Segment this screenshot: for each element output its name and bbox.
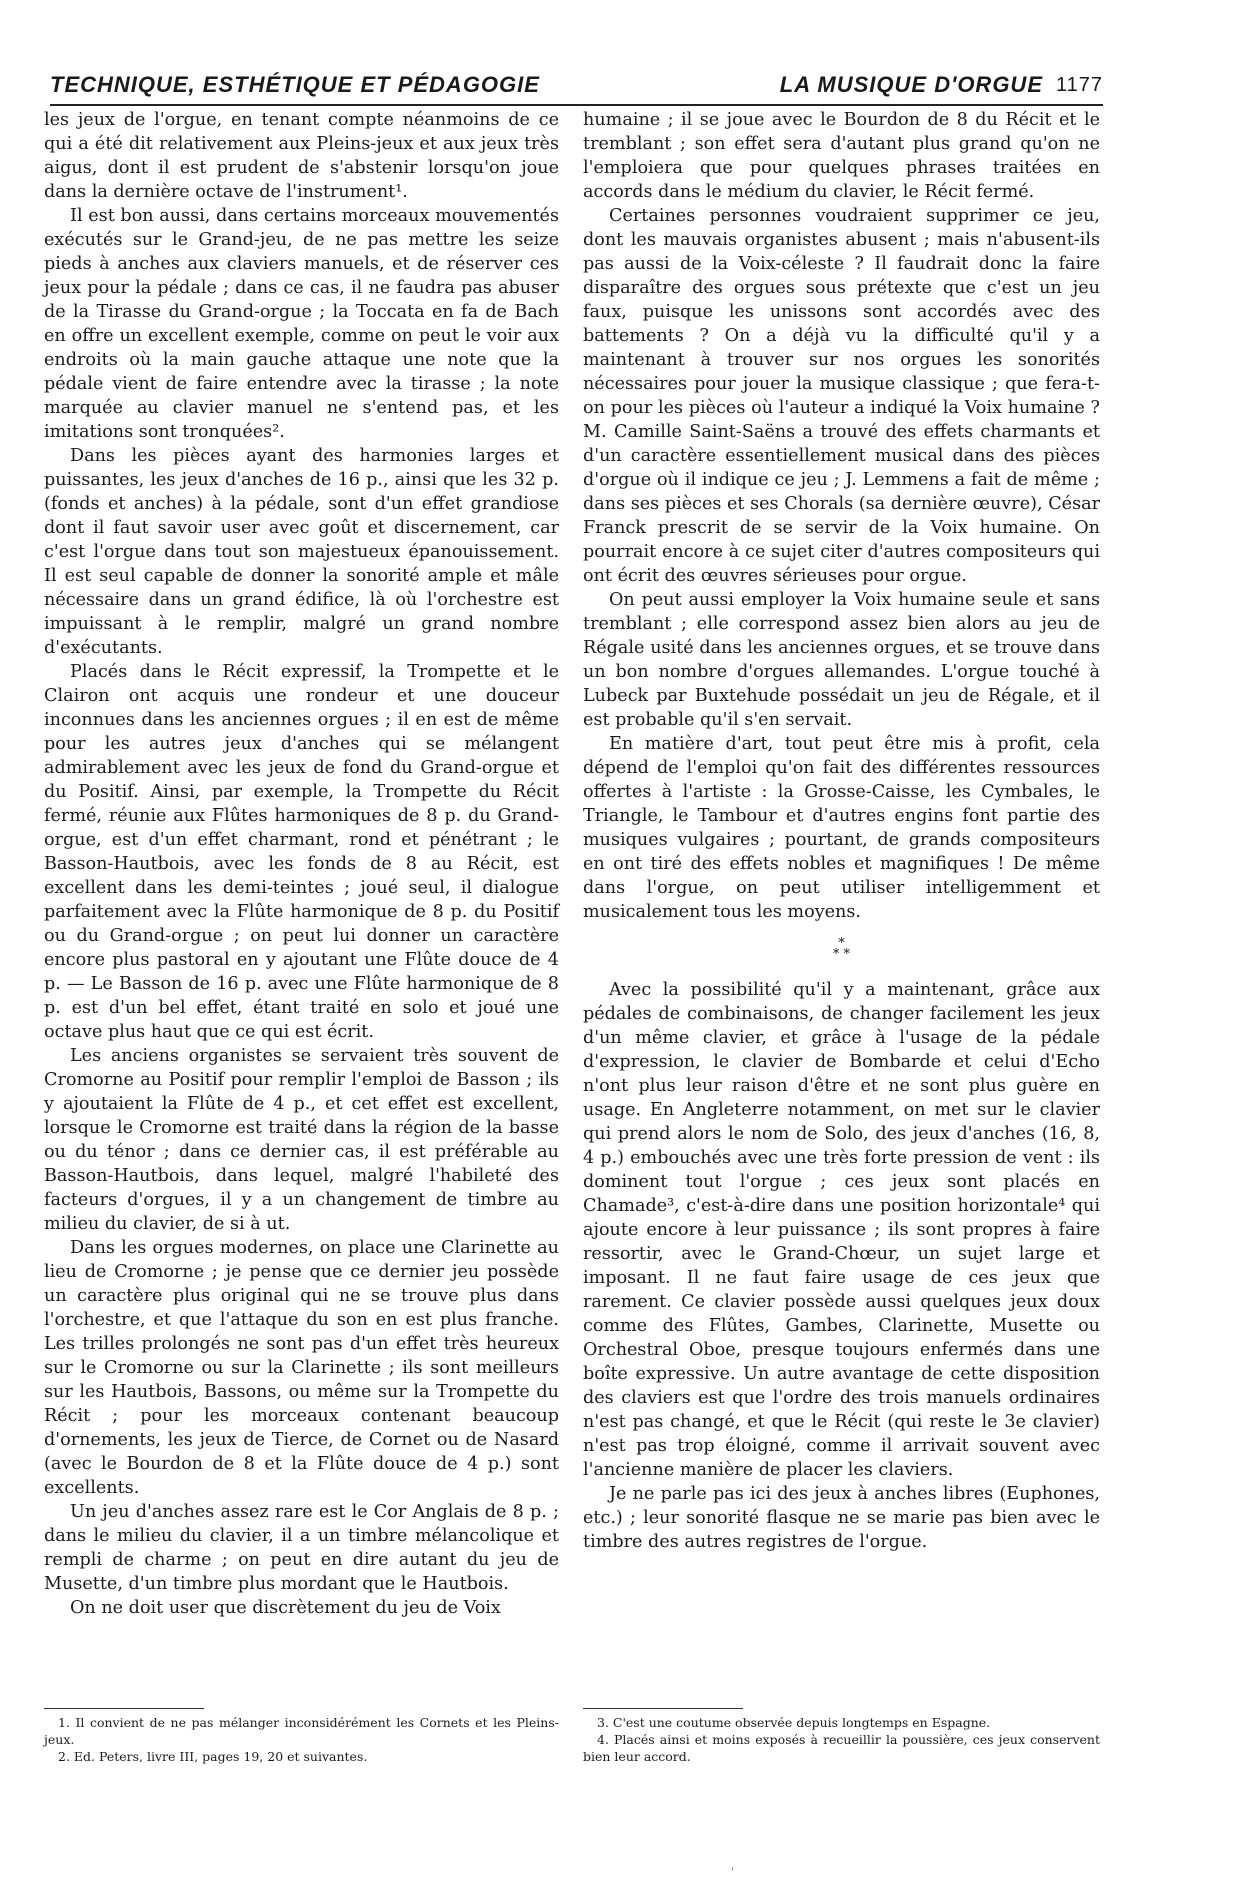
footnotes-left	[44, 1714, 559, 1765]
footnote: 4. Placés ainsi et moins exposés à recueillir la poussière, ces jeux conservent bien leur accord.	[583, 1732, 1100, 1764]
right-column	[583, 108, 1100, 1554]
footnote: 3. C'est une coutume observée depuis longtemps en Espagne.	[597, 1715, 991, 1730]
paragraph: Dans les orgues modernes, on place une Clarinette au lieu de Cromorne ; je pense que ce dernier jeu possède un caractère plus original qui ne se trouve plus dans l'orchestre, et que l'attaque du son en est plus franche. Les trilles prolongés ne sont pas d'un effet très heureux sur le Cromorne ou sur la Clarinette ; ils sont meilleurs sur les Hautbois, Bassons, ou même sur la Trompette du Récit ; pour les morceaux contenant beaucoup d'ornements, les jeux de Tierce, de Cornet ou de Nasard (avec le Bourdon de 8 et la Flûte douce de 4 p.) sont excellents.	[44, 1238, 559, 1498]
paragraph: Les anciens organistes se servaient très souvent de Cromorne au Positif pour remplir l'emploi de Basson ; ils y ajoutaient la Flûte de 4 p., et cet effet est excellent, lorsque le Cromorne est traité dans la région de la basse ou du ténor ; dans ce dernier cas, il est préférable au Basson-Hautbois, dans lequel, malgré l'habileté des facteurs d'orgues, il y a un changement de timbre au milieu du clavier, de si à ut.	[44, 1046, 559, 1234]
footnote: 2. Ed. Peters, livre III, pages 19, 20 et suivantes.	[58, 1749, 368, 1764]
paragraph: les jeux de l'orgue, en tenant compte néanmoins de ce qui a été dit relativement aux Pleins-jeux et aux jeux très aigus, dont il est prudent de s'abstenir lorsqu'on joue dans la dernière octave de l'instrument¹.	[44, 110, 559, 202]
header-right-title: LA MUSIQUE D'ORGUE	[779, 72, 1043, 97]
footnote: 1. Il convient de ne pas mélanger inconsidérément les Cornets et les Pleins-jeux.	[44, 1715, 559, 1747]
paragraph: Je ne parle pas ici des jeux à anches libres (Euphones, etc.) ; leur sonorité flasque ne se marie pas bien avec le timbre des autres registres de l'orgue.	[583, 1484, 1100, 1552]
paragraph: Il est bon aussi, dans certains morceaux mouvementés exécutés sur le Grand-jeu, de ne pas mettre les seize pieds à anches aux claviers manuels, et de réserver ces jeux pour la pédale ; dans ce cas, il ne faudra pas abuser de la Tirasse du Grand-orgue ; la Toccata en fa de Bach en offre un excellent exemple, comme on peut le voir aux endroits où la main gauche attaque une note que la pédale vient de faire entendre avec la tirasse ; la note marquée au clavier manuel ne s'entend pas, et les imitations sont tronquées².	[44, 206, 559, 442]
paragraph: Un jeu d'anches assez rare est le Cor Anglais de 8 p. ; dans le milieu du clavier, il a un timbre mélancolique et rempli de charme ; on peut en dire autant du jeu de Musette, d'un timbre plus mordant que le Hautbois.	[44, 1502, 559, 1594]
paragraph: Certaines personnes voudraient supprimer ce jeu, dont les mauvais organistes abusent ; mais n'abusent-ils pas aussi de la Voix-céleste ? Il faudrait donc la faire disparaître des orgues sous prétexte que c'est un jeu faux, puisque les unissons sont accordés avec des battements ? On a déjà vu la difficulté qu'il y a maintenant à trouver sur nos orgues les sonorités nécessaires pour jouer la musique classique ; que fera-t-on pour les pièces où l'auteur a indiqué la Voix humaine ? M. Camille Saint-Saëns a trouvé des effets charmants et d'un caractère essentiellement musical dans des pièces d'orgue où il indique ce jeu ; J. Lemmens a fait de même ; dans ses pièces et ses Chorals (sa dernière œuvre), César Franck prescrit de se servir de la Voix humaine. On pourrait encore à ce sujet citer d'autres compositeurs qui ont écrit des œuvres sérieuses pour orgue.	[583, 206, 1100, 586]
section-separator: * * *	[832, 936, 851, 962]
footnote-rule-left	[44, 1708, 204, 1709]
paragraph: On ne doit user que discrètement du jeu de Voix	[70, 1598, 501, 1618]
header-left-title: TECHNIQUE, ESTHÉTIQUE ET PÉDAGOGIE	[50, 72, 540, 97]
running-header	[50, 70, 1103, 106]
footnotes-right	[583, 1714, 1100, 1765]
paragraph: Dans les pièces ayant des harmonies larges et puissantes, les jeux d'anches de 16 p., ainsi que les 32 p. (fonds et anches) à la pédale, sont d'un effet grandiose dont il faut savoir user avec goût et discernement, car c'est l'orgue dans tout son majestueux épanouissement. Il est seul capable de donner la sonorité ample et mâle nécessaire dans un grand édifice, là où l'orchestre est impuissant à le remplir, malgré un grand nombre d'exécutants.	[44, 446, 559, 658]
paragraph: humaine ; il se joue avec le Bourdon de 8 du Récit et le tremblant ; son effet sera d'autant plus grand qu'on ne l'emploiera que pour quelques phrases traitées en accords dans le médium du clavier, le Récit fermé.	[583, 110, 1100, 202]
paragraph: Placés dans le Récit expressif, la Trompette et le Clairon ont acquis une rondeur et une douceur inconnues dans les anciennes orgues ; il en est de même pour les autres jeux d'anches qui se mélangent admirablement avec les jeux de fond du Grand-orgue et du Positif. Ainsi, par exemple, la Trompette du Récit fermé, réunie aux Flûtes harmoniques de 8 p. du Grand-orgue, est d'un effet charmant, rond et pénétrant ; le Basson-Hautbois, avec les fonds de 8 au Récit, est excellent dans les demi-teintes ; joué seul, il dialogue parfaitement avec la Flûte harmonique de 8 p. du Positif ou du Grand-orgue ; on peut lui donner un caractère encore plus pastoral en y ajoutant une Flûte douce de 4 p. — Le Basson de 16 p. avec une Flûte harmonique de 8 p. est d'un bel effet, étant traité en solo et joué une octave plus haut que ce qui est écrit.	[44, 662, 559, 1042]
page-number: 1177	[1055, 74, 1103, 96]
paragraph: On peut aussi employer la Voix humaine seule et sans tremblant ; elle correspond assez bien alors au jeu de Régale usité dans les anciennes orgues, et se trouve dans un bon nombre d'orgues allemandes. L'orgue touché à Lubeck par Buxtehude possédait un jeu de Régale, et il est probable qu'il s'en servait.	[583, 590, 1100, 730]
paragraph: Avec la possibilité qu'il y a maintenant, grâce aux pédales de combinaisons, de changer facilement les jeux d'un même clavier, et grâce à l'usage de la pédale d'expression, le clavier de Bombarde et celui d'Echo n'ont plus leur raison d'être et ne sont plus guère en usage. En Angleterre notamment, on met sur le clavier qui prend alors le nom de Solo, des jeux d'anches (16, 8, 4 p.) embouchés avec une très forte pression de vent : ils dominent tout l'orgue ; ces jeux sont placés en Chamade³, c'est-à-dire dans une position horizontale⁴ qui ajoute encore à leur puissance ; ils sont propres à faire ressortir, avec le Grand-Chœur, un sujet large et imposant. Il ne faut faire usage de ces jeux que rarement. Ce clavier possède aussi quelques jeux doux comme des Flûtes, Gambes, Clarinette, Musette ou Orchestral Oboe, presque toujours enfermés dans une boîte expressive. Un autre avantage de cette disposition des claviers est que l'ordre des trois manuels ordinaires n'est pas changé, et que le Récit (qui reste le 3e clavier) n'est pas trop éloigné, comme il arrivait souvent avec l'ancienne manière de placer les claviers.	[583, 980, 1100, 1480]
paragraph: En matière d'art, tout peut être mis à profit, cela dépend de l'emploi qu'on fait des différentes ressources offertes à l'artiste : la Grosse-Caisse, les Cymbales, le Triangle, le Tambour et d'autres engins font partie des musiques vulgaires ; pourtant, de grands compositeurs en ont tiré des effets nobles et magnifiques ! De même dans l'orgue, on peut utiliser intelligemment et musicalement tous les moyens.	[583, 734, 1100, 922]
left-column	[44, 108, 559, 1620]
footnote-rule-right	[583, 1708, 743, 1709]
bottom-mark: '	[731, 1867, 734, 1878]
